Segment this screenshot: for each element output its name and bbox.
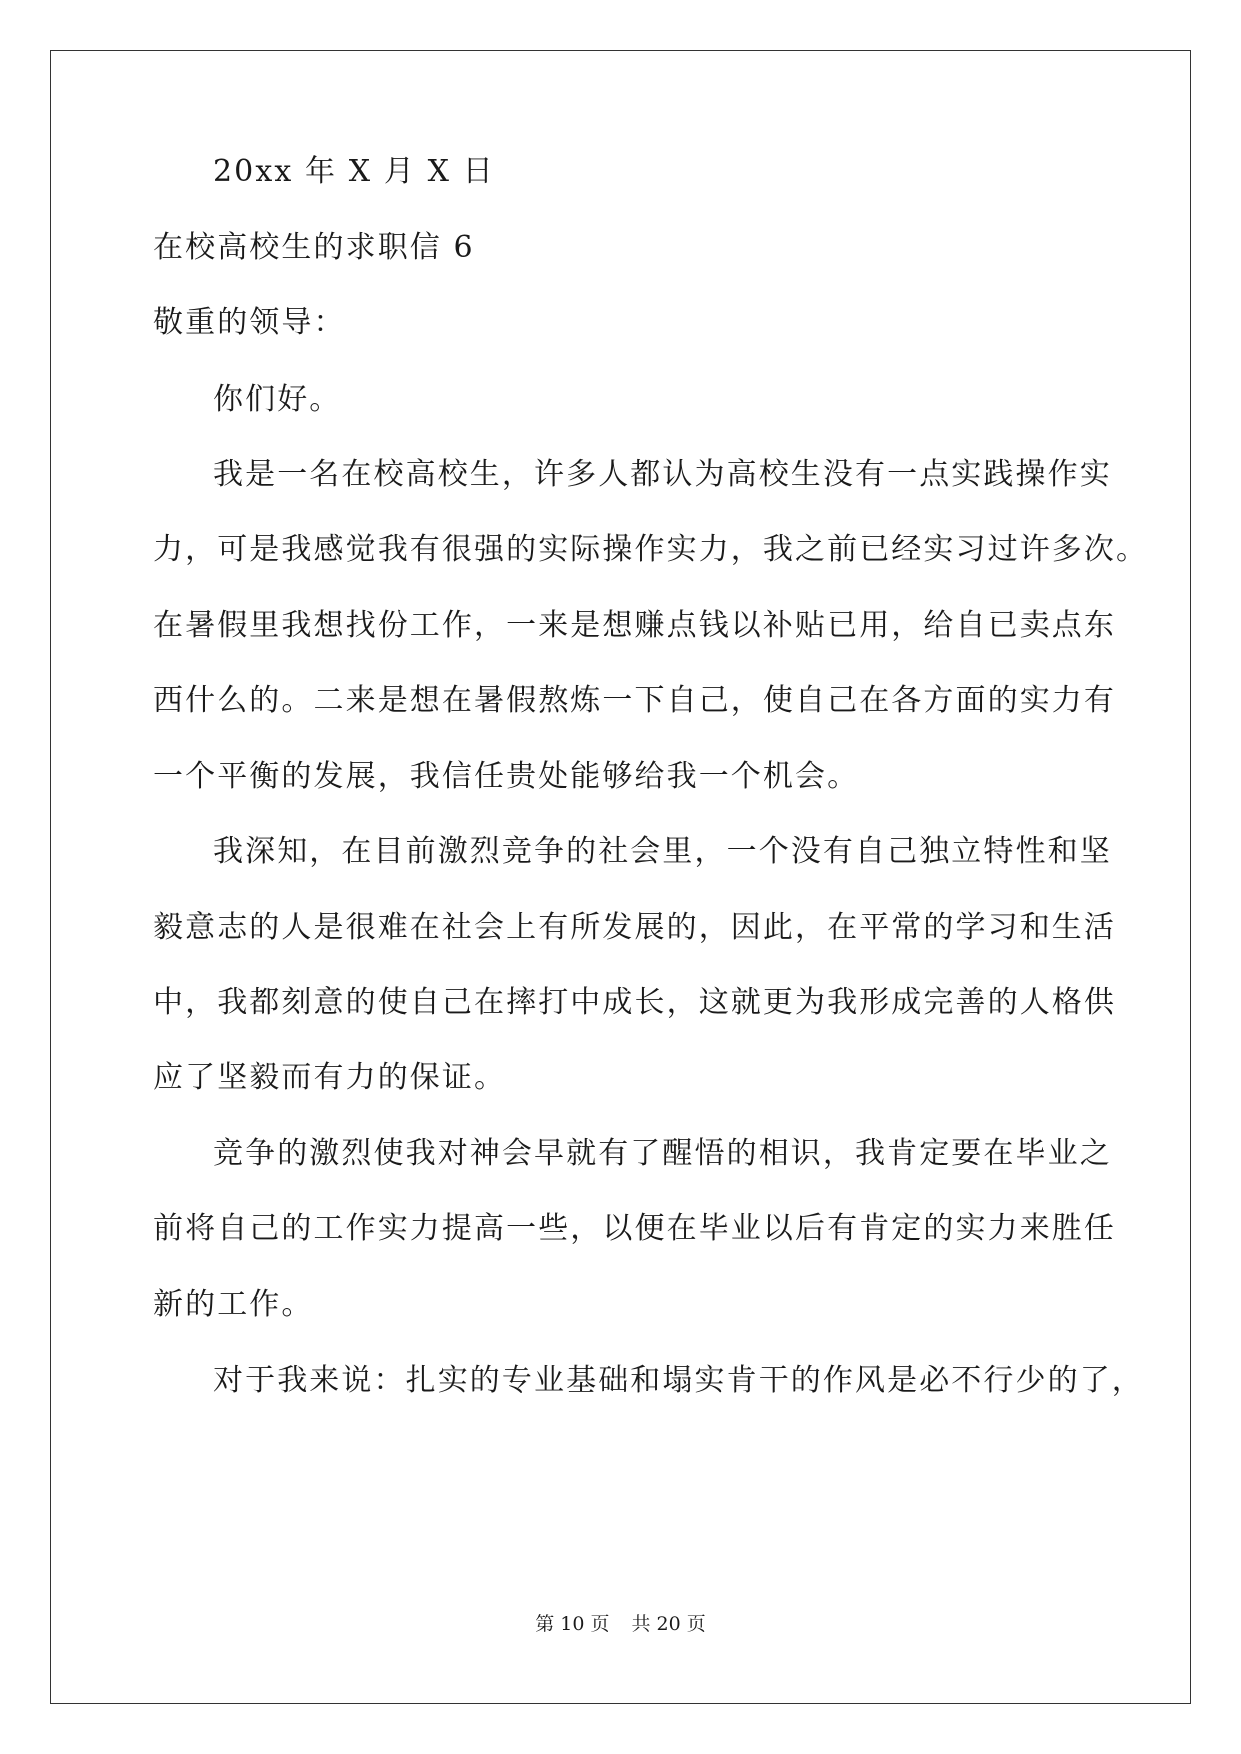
body-line: 应了坚毅而有力的保证。 xyxy=(153,1060,507,1095)
salutation: 敬重的领导： xyxy=(153,305,346,340)
body-line: 中，我都刻意的使自己在摔打中成长，这就更为我形成完善的人格供 xyxy=(153,985,1116,1020)
body-line: 力，可是我感觉我有很强的实际操作实力，我之前已经实习过许多次。 xyxy=(153,532,1149,567)
letter-title: 在校高校生的求职信 6 xyxy=(153,230,475,265)
body-line: 我是一名在校高校生，许多人都认为高校生没有一点实践操作实 xyxy=(213,457,1112,492)
page-border xyxy=(50,50,1191,1704)
body-line: 毅意志的人是很难在社会上有所发展的，因此，在平常的学习和生活 xyxy=(153,910,1116,945)
body-line: 对于我来说：扎实的专业基础和塌实肯干的作风是必不行少的了， xyxy=(213,1363,1144,1398)
page-total: 共 20 页 xyxy=(631,1613,706,1635)
page-number: 第 10 页 xyxy=(535,1613,610,1635)
body-line: 一个平衡的发展，我信任贵处能够给我一个机会。 xyxy=(153,759,860,794)
body-line: 前将自己的工作实力提高一些，以便在毕业以后有肯定的实力来胜任 xyxy=(153,1211,1116,1246)
body-line: 西什么的。二来是想在暑假熬炼一下自己，使自己在各方面的实力有 xyxy=(153,683,1116,718)
page-footer xyxy=(0,1612,1241,1636)
body-line: 你们好。 xyxy=(213,382,342,417)
date-line: 20xx 年 X 月 X 日 xyxy=(213,154,495,189)
body-line: 竞争的激烈使我对神会早就有了醒悟的相识，我肯定要在毕业之 xyxy=(213,1136,1112,1171)
body-line: 我深知，在目前激烈竞争的社会里，一个没有自己独立特性和坚 xyxy=(213,834,1112,869)
body-line: 新的工作。 xyxy=(153,1287,314,1322)
body-line: 在暑假里我想找份工作，一来是想赚点钱以补贴已用，给自已卖点东 xyxy=(153,608,1116,643)
